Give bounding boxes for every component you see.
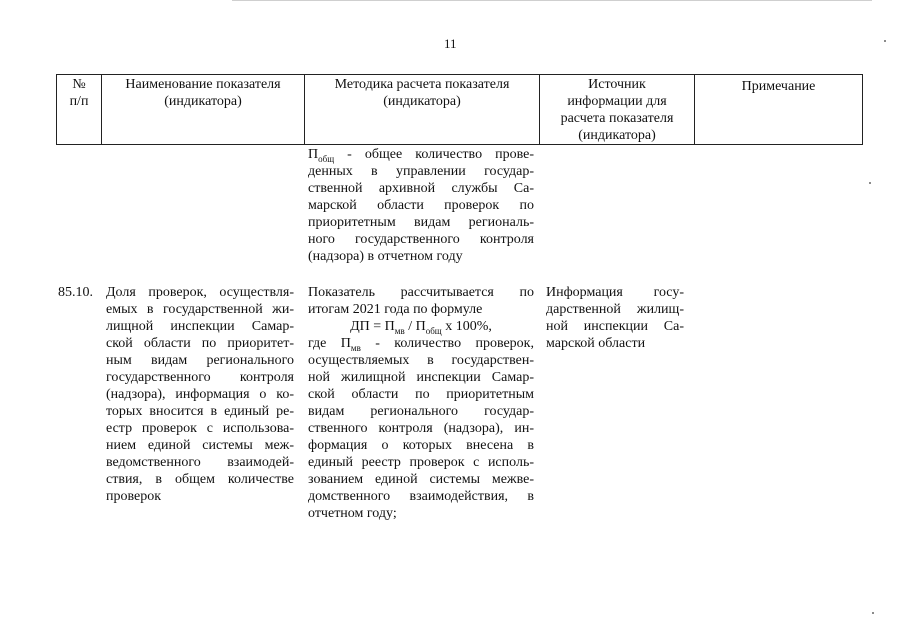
header-col-source xyxy=(540,75,694,144)
method-line: формация о которых внесена в xyxy=(308,438,534,453)
header-col-method-line: (индикатора) xyxy=(383,94,461,109)
method-line: денных в управлении государ- xyxy=(308,164,534,179)
source-line: марской области xyxy=(546,336,646,351)
page-number: 11 xyxy=(444,36,457,51)
row-name xyxy=(106,284,294,505)
method-line: ственной архивной службы Са- xyxy=(308,181,534,196)
method-line: итогам 2021 года по формуле xyxy=(308,302,483,317)
header-col-method-line: Методика расчета показателя xyxy=(334,77,510,92)
name-line: лищной инспекции Самар- xyxy=(106,319,294,334)
name-line: ведомственного взаимодей- xyxy=(106,455,294,470)
method-line: ственного контроля (надзора), ин- xyxy=(308,421,534,436)
name-line: ской области по приоритет- xyxy=(106,336,294,351)
header-col-name xyxy=(102,75,304,144)
name-line: емых в государственной жи- xyxy=(106,302,294,317)
scan-speck xyxy=(872,612,874,614)
method-line: Показатель рассчитывается по xyxy=(308,285,534,300)
method-line: марской области проверок по xyxy=(308,198,534,213)
method-line: $П_{общ}$ - общее количество прове- xyxy=(308,147,534,164)
header-col-source-line: расчета показателя xyxy=(560,111,674,126)
row-source xyxy=(546,284,684,352)
name-line: государственного контроля xyxy=(106,370,294,385)
header-col-number xyxy=(57,75,101,144)
header-col-note-line: Примечание xyxy=(741,79,816,94)
method-line: ного государственного контроля xyxy=(308,232,534,247)
source-line: ной инспекции Са- xyxy=(546,319,684,334)
header-col-number-line: № xyxy=(72,77,86,92)
header-col-source-line: информации для xyxy=(567,94,667,109)
name-line: естр проверок с использова- xyxy=(106,421,294,436)
header-col-method xyxy=(305,75,539,144)
method-formula: ДП = $П_{мв} / П_{общ}$ х 100%, xyxy=(350,319,492,336)
header-col-name-line: Наименование показателя xyxy=(125,77,281,92)
name-line: ным видам регионального xyxy=(106,353,294,368)
row-method xyxy=(308,284,534,522)
method-line: осуществляемых в государствен- xyxy=(308,353,534,368)
method-line: (надзора) в отчетном году xyxy=(308,249,463,264)
header-col-number-line: п/п xyxy=(69,94,89,109)
name-line: проверок xyxy=(106,489,162,504)
name-line: ствия, в общем количестве xyxy=(106,472,294,487)
method-line: зованием единой системы межве- xyxy=(308,472,534,487)
header-col-note xyxy=(695,75,862,144)
source-line: Информация госу- xyxy=(546,285,684,300)
name-line: Доля проверок, осуществля- xyxy=(106,285,294,300)
method-line: ской области по приоритетным xyxy=(308,387,534,402)
scan-speck xyxy=(884,40,886,42)
header-col-name-line: (индикатора) xyxy=(164,94,242,109)
table-header xyxy=(56,74,863,145)
method-line: ной жилищной инспекции Самар- xyxy=(308,370,534,385)
method-line: где $П_{мв}$ - количество проверок, xyxy=(308,336,534,353)
header-col-source-line: Источник xyxy=(588,77,646,92)
name-line: (надзора), информация о ко- xyxy=(106,387,294,402)
method-line: домственного взаимодействия, в xyxy=(308,489,534,504)
scan-speck xyxy=(869,182,871,184)
name-line: торых вносится в единый ре- xyxy=(106,404,294,419)
source-line: дарственной жилищ- xyxy=(546,302,684,317)
method-line: отчетном году; xyxy=(308,506,397,521)
name-line: нием единой системы меж- xyxy=(106,438,294,453)
method-line: приоритетным видам региональ- xyxy=(308,215,534,230)
page-top-edge xyxy=(232,0,872,1)
header-col-source-line: (индикатора) xyxy=(578,128,656,143)
method-line: видам регионального государ- xyxy=(308,404,534,419)
row-number: 85.10. xyxy=(58,285,93,300)
continuation-method xyxy=(308,146,534,265)
method-line: единый реестр проверок с исполь- xyxy=(308,455,534,470)
